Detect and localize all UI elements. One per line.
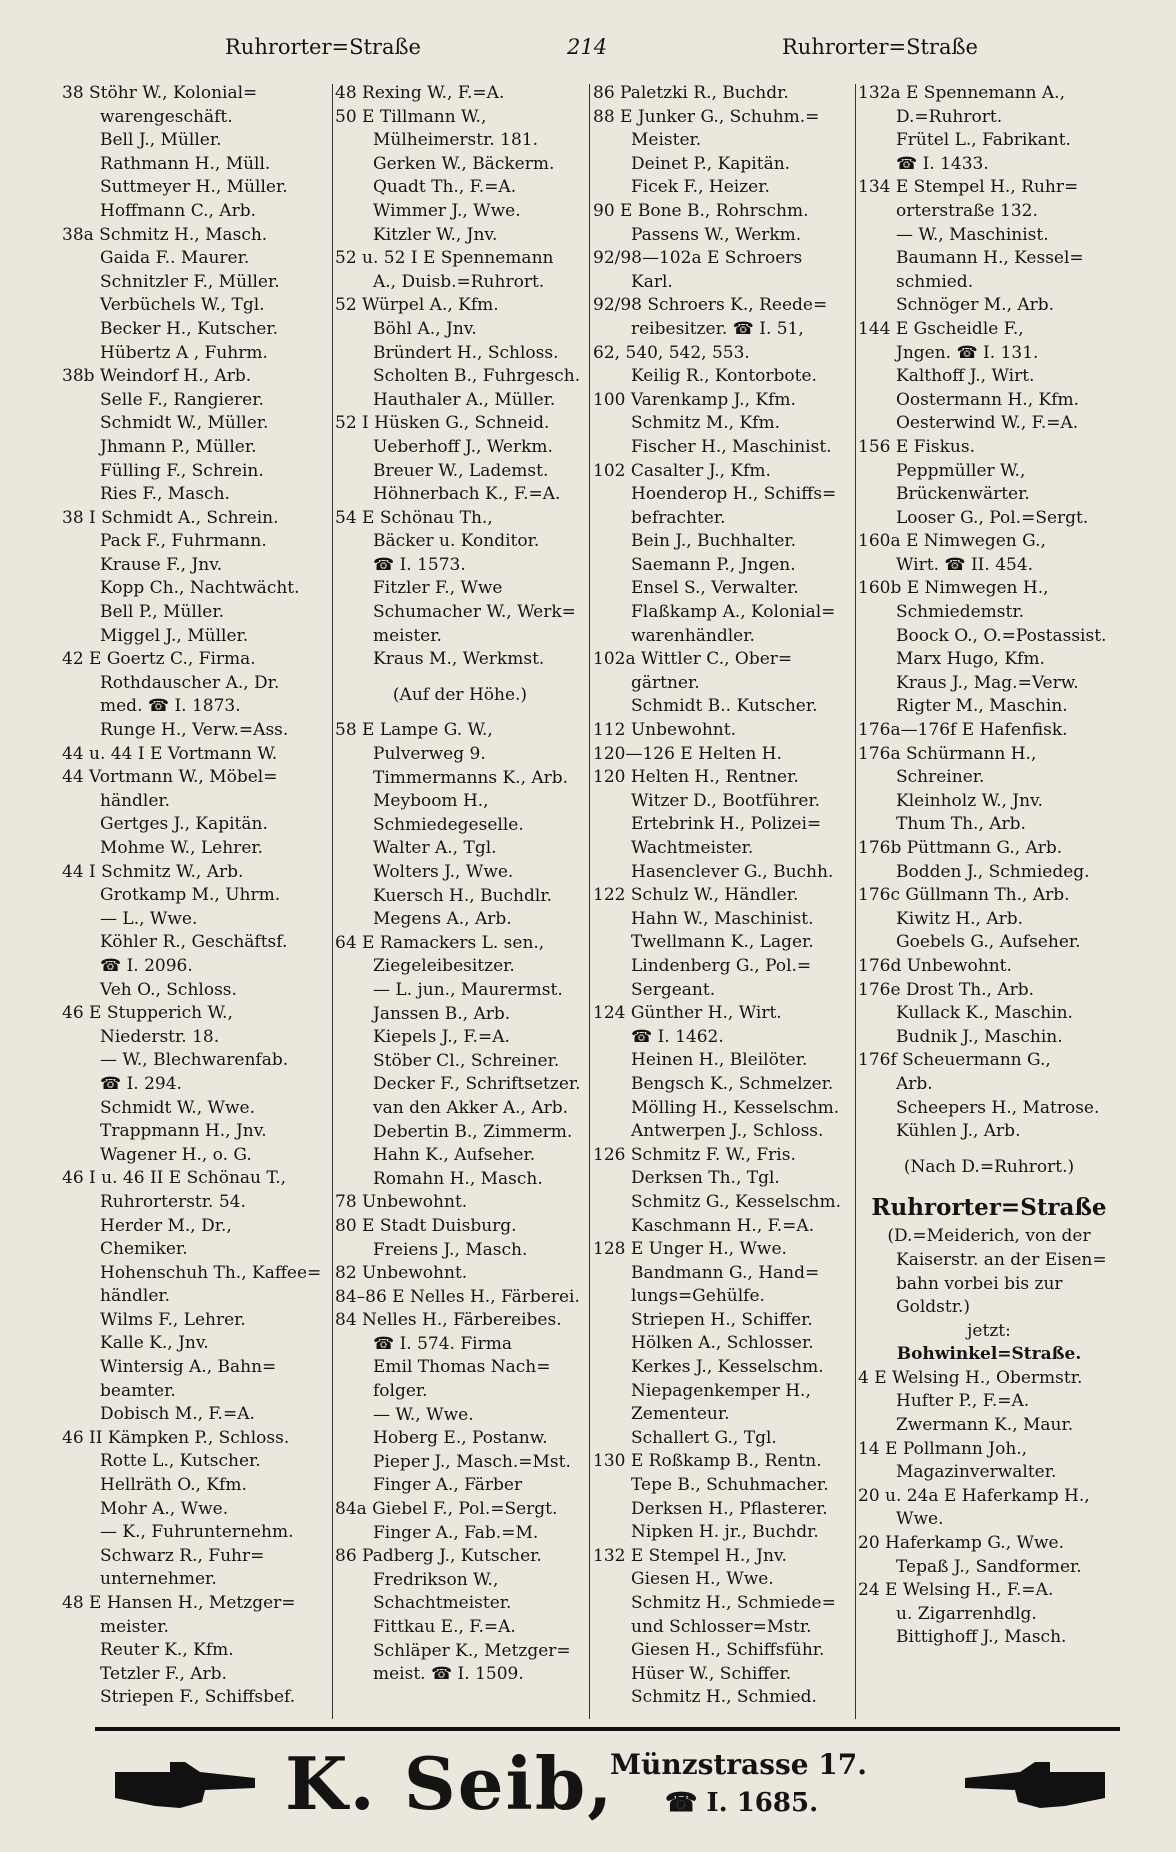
directory-line: Witzer D., Bootführer.: [631, 790, 821, 811]
directory-line: Bell J., Müller.: [100, 130, 222, 151]
directory-line: Flaßkamp A., Kolonial=: [631, 602, 836, 623]
directory-line: 132 E Stempel H., Jnv.: [593, 1545, 787, 1566]
directory-line: u. Zigarrenhdlg.: [896, 1603, 1037, 1624]
directory-line: ☎ I. 2096.: [100, 955, 193, 976]
directory-line: Karl.: [631, 271, 673, 292]
directory-line: 44 I Schmitz W., Arb.: [62, 861, 244, 882]
directory-line: unternehmer.: [100, 1569, 217, 1590]
directory-line: Bodden J., Schmiedeg.: [896, 861, 1090, 882]
directory-line: Janssen B., Arb.: [373, 1003, 511, 1024]
directory-line: Gertges J., Kapitän.: [100, 814, 268, 835]
directory-line: Miggel J., Müller.: [100, 625, 249, 646]
directory-line: [858, 1179, 1120, 1191]
directory-line: 44 Vortmann W., Möbel=: [62, 767, 278, 788]
column-divider: [855, 84, 856, 1719]
directory-line: (Auf der Höhe.): [392, 684, 528, 705]
directory-line: 38 I Schmidt A., Schrein.: [62, 507, 279, 528]
directory-line: Trappmann H., Jnv.: [100, 1121, 267, 1142]
directory-line: Sergeant.: [631, 979, 716, 1000]
directory-line: Deinet P., Kapitän.: [631, 153, 791, 174]
directory-line: händler.: [100, 1286, 171, 1307]
directory-line: 102a Wittler C., Ober=: [593, 649, 793, 670]
directory-line: Fitzler F., Wwe: [373, 578, 503, 599]
directory-line: Niepagenkemper H.,: [631, 1380, 811, 1401]
directory-line: Veh O., Schloss.: [100, 979, 237, 1000]
directory-line: Rotte L., Kutscher.: [100, 1451, 261, 1472]
directory-line: Schmitz M., Kfm.: [631, 413, 780, 434]
directory-line: Kaschmann H., F.=A.: [631, 1215, 815, 1236]
directory-line: 176e Drost Th., Arb.: [858, 979, 1035, 1000]
directory-line: Goebels G., Aufseher.: [896, 932, 1081, 953]
directory-line: Gaida F.. Maurer.: [100, 248, 250, 269]
directory-line: 130 E Roßkamp B., Rentn.: [593, 1451, 822, 1472]
directory-line: Striepen F., Schiffsbef.: [100, 1687, 296, 1708]
directory-column-1: [62, 82, 334, 1722]
directory-line: — L. jun., Maurermst.: [373, 979, 563, 1000]
directory-line: Kopp Ch., Nachtwächt.: [100, 578, 300, 599]
directory-line: Tepe B., Schuhmacher.: [631, 1475, 829, 1496]
directory-line: Hellräth O., Kfm.: [100, 1475, 247, 1496]
directory-line: 112 Unbewohnt.: [593, 720, 736, 741]
directory-line: Fredrikson W.,: [373, 1569, 499, 1590]
directory-line: Freiens J., Masch.: [373, 1239, 528, 1260]
directory-line: 52 I Hüsken G., Schneid.: [335, 413, 550, 434]
directory-line: Rathmann H., Müll.: [100, 153, 271, 174]
directory-line: 92/98 Schroers K., Reede=: [593, 295, 828, 316]
directory-line: Wimmer J., Wwe.: [373, 200, 521, 221]
directory-line: Decker F., Schriftsetzer.: [373, 1074, 581, 1095]
directory-line: Höhnerbach K., F.=A.: [373, 484, 561, 505]
directory-line: Hoenderop H., Schiffs=: [631, 484, 837, 505]
directory-line: Hüser W., Schiffer.: [631, 1663, 792, 1684]
directory-line: 50 E Tillmann W.,: [335, 106, 487, 127]
directory-line: 20 u. 24a E Haferkamp H.,: [858, 1485, 1090, 1506]
directory-line: beamter.: [100, 1380, 176, 1401]
directory-line: Pulverweg 9.: [373, 744, 486, 765]
directory-line: Meister.: [631, 130, 702, 151]
directory-line: Ertebrink H., Polizei=: [631, 814, 822, 835]
directory-line: ☎ I. 1433.: [896, 153, 989, 174]
directory-line: Kullack K., Maschin.: [896, 1003, 1073, 1024]
directory-line: Bell P., Müller.: [100, 602, 224, 623]
directory-line: meist. ☎ I. 1509.: [373, 1664, 524, 1685]
directory-line: Arb.: [896, 1073, 933, 1094]
directory-line: (Nach D.=Ruhrort.): [903, 1156, 1075, 1177]
ad-firm-name: K. Seib,: [285, 1741, 615, 1826]
directory-line: 156 E Fiskus.: [858, 436, 975, 457]
directory-line: folger.: [373, 1381, 428, 1402]
directory-line: Striepen H., Schiffer.: [631, 1309, 813, 1330]
directory-line: 46 E Stupperich W.,: [62, 1003, 233, 1024]
directory-line: Kraus J., Mag.=Verw.: [896, 672, 1079, 693]
directory-line: 82 Unbewohnt.: [335, 1263, 468, 1284]
directory-line: Wagener H., o. G.: [100, 1144, 252, 1165]
directory-line: ☎ I. 1573.: [373, 554, 466, 575]
directory-line: van den Akker A., Arb.: [373, 1097, 569, 1118]
directory-line: 14 E Pollmann Joh.,: [858, 1438, 1028, 1459]
directory-line: 84a Giebel F., Pol.=Sergt.: [335, 1499, 558, 1520]
directory-line: Hübertz A , Fuhrm.: [100, 342, 268, 363]
directory-line: Bein J., Buchhalter.: [631, 531, 797, 552]
directory-line: Marx Hugo, Kfm.: [896, 649, 1045, 670]
running-head-right: Ruhrorter=Straße: [782, 35, 978, 59]
directory-line: Heinen H., Bleilöter.: [631, 1050, 808, 1071]
directory-line: 88 E Junker G., Schuhm.=: [593, 106, 820, 127]
directory-line: Fülling F., Schrein.: [100, 460, 264, 481]
directory-line: — W., Wwe.: [373, 1404, 474, 1425]
directory-line: Peppmüller W.,: [896, 460, 1026, 481]
directory-line: [858, 1144, 1120, 1156]
directory-line: Emil Thomas Nach=: [373, 1357, 551, 1378]
directory-line: Wintersig A., Bahn=: [100, 1357, 277, 1378]
directory-line: warenhändler.: [631, 625, 755, 646]
directory-line: 120—126 E Helten H.: [593, 743, 782, 764]
directory-line: Schmiedegeselle.: [373, 814, 524, 835]
directory-line: Schmidt W., Müller.: [100, 413, 269, 434]
directory-line: Giesen H., Wwe.: [631, 1569, 774, 1590]
directory-line: Thum Th., Arb.: [896, 814, 1026, 835]
directory-line: Schumacher W., Werk=: [373, 602, 576, 623]
directory-line: Bohwinkel=Straße.: [896, 1344, 1082, 1365]
directory-line: Walter A., Tgl.: [373, 838, 497, 859]
directory-line: meister.: [373, 625, 442, 646]
directory-line: 84 Nelles H., Färbereibes.: [335, 1310, 562, 1331]
directory-column-3: [593, 82, 853, 1722]
directory-line: Hoberg E., Postanw.: [373, 1428, 548, 1449]
directory-line: Hahn W., Maschinist.: [631, 908, 814, 929]
directory-line: Ficek F., Heizer.: [631, 177, 770, 198]
directory-line: Dobisch M., F.=A.: [100, 1404, 255, 1425]
directory-line: Wachtmeister.: [631, 838, 754, 858]
directory-line: Lindenberg G., Pol.=: [631, 955, 812, 976]
directory-line: 176c Güllmann Th., Arb.: [858, 885, 1070, 906]
directory-line: Giesen H., Schiffsführ.: [631, 1640, 825, 1661]
directory-line: 52 Würpel A., Kfm.: [335, 295, 499, 316]
pointing-hand-icon: [110, 1750, 260, 1820]
directory-line: lungs=Gehülfe.: [631, 1286, 765, 1307]
directory-line: Jhmann P., Müller.: [100, 436, 257, 457]
directory-line: 122 Schulz W., Händler.: [593, 885, 799, 906]
directory-line: 92/98—102a E Schroers: [593, 248, 803, 269]
directory-line: Fittkau E., F.=A.: [373, 1617, 516, 1637]
directory-line: Schmidt W., Wwe.: [100, 1097, 255, 1118]
directory-line: Kaiserstr. an der Eisen=: [896, 1249, 1107, 1270]
directory-line: Niederstr. 18.: [100, 1026, 220, 1047]
directory-line: Tetzler F., Arb.: [100, 1663, 227, 1684]
directory-line: 54 E Schönau Th.,: [335, 507, 493, 528]
directory-line: Goldstr.): [896, 1297, 970, 1318]
directory-line: ☎ I. 1462.: [631, 1026, 724, 1047]
directory-line: Tepaß J., Sandformer.: [896, 1556, 1082, 1577]
directory-line: orterstraße 132.: [896, 200, 1038, 221]
directory-line: 86 Paletzki R., Buchdr.: [593, 83, 789, 103]
directory-line: Kiepels J., F.=A.: [373, 1027, 510, 1048]
directory-line: Schmitz G., Kesselschm.: [631, 1191, 842, 1212]
directory-line: Hahn K., Aufseher.: [373, 1145, 536, 1166]
directory-column-4: [858, 82, 1120, 1722]
directory-line: Ruhrorter=Straße: [871, 1194, 1107, 1222]
directory-line: Wolters J., Wwe.: [373, 862, 514, 882]
advertisement: [95, 1740, 1120, 1835]
directory-line: 176b Püttmann G., Arb.: [858, 838, 1063, 858]
directory-line: 48 E Hansen H., Metzger=: [62, 1593, 296, 1613]
directory-line: Pieper J., Masch.=Mst.: [373, 1451, 571, 1472]
directory-line: Debertin B., Zimmerm.: [373, 1121, 573, 1142]
directory-line: Nipken H. jr., Buchdr.: [631, 1522, 819, 1543]
directory-line: Antwerpen J., Schloss.: [631, 1121, 824, 1142]
directory-line: 100 Varenkamp J., Kfm.: [593, 389, 796, 410]
directory-line: Bittighoff J., Masch.: [896, 1627, 1067, 1648]
directory-line: 46 I u. 46 II E Schönau T.,: [62, 1168, 287, 1189]
directory-line: 126 Schmitz F. W., Fris.: [593, 1144, 796, 1165]
directory-line: schmied.: [896, 271, 974, 292]
directory-line: Schwarz R., Fuhr=: [100, 1545, 265, 1566]
ad-phone: ☎ I. 1685.: [665, 1788, 819, 1818]
directory-line: Schläper K., Metzger=: [373, 1640, 571, 1661]
directory-line: 132a E Spennemann A.,: [858, 83, 1065, 103]
directory-line: befrachter.: [631, 507, 726, 528]
directory-line: Schmiedemstr.: [896, 602, 1025, 623]
directory-line: Schmitz H., Schmiede=: [631, 1593, 836, 1613]
directory-line: (D.=Meiderich, von der: [887, 1226, 1091, 1247]
running-head-left: Ruhrorter=Straße: [225, 35, 421, 59]
directory-line: Schmitz H., Schmied.: [631, 1687, 817, 1708]
directory-line: Passens W., Werkm.: [631, 224, 802, 245]
directory-line: 44 u. 44 I E Vortmann W.: [62, 743, 278, 764]
directory-line: Zementeur.: [631, 1404, 730, 1425]
directory-line: Schallert G., Tgl.: [631, 1427, 777, 1448]
directory-line: jetzt:: [967, 1320, 1011, 1341]
directory-line: Kalthoff J., Wirt.: [896, 366, 1035, 387]
directory-line: 102 Casalter J., Kfm.: [593, 460, 771, 481]
directory-line: 90 E Bone B., Rohrschm.: [593, 200, 809, 221]
directory-line: Kiwitz H., Arb.: [896, 908, 1024, 929]
directory-line: Quadt Th., F.=A.: [373, 177, 517, 198]
directory-line: 38 Stöhr W., Kolonial=: [62, 83, 258, 103]
directory-line: 62, 540, 542, 553.: [593, 342, 750, 363]
directory-line: Ueberhoff J., Werkm.: [373, 436, 553, 457]
directory-line: Derksen Th., Tgl.: [631, 1168, 780, 1189]
directory-line: Hufter P., F.=A.: [896, 1391, 1030, 1412]
directory-line: Bründert H., Schloss.: [373, 342, 559, 363]
directory-line: Scheepers H., Matrose.: [896, 1097, 1100, 1118]
column-divider: [589, 84, 590, 1719]
directory-line: Chemiker.: [100, 1239, 188, 1260]
directory-line: 46 II Kämpken P., Schloss.: [62, 1427, 290, 1448]
directory-line: 160b E Nimwegen H.,: [858, 578, 1049, 599]
page-number: 214: [567, 35, 608, 59]
directory-line: Hauthaler A., Müller.: [373, 389, 556, 410]
directory-line: 120 Helten H., Rentner.: [593, 767, 799, 788]
directory-line: Becker H., Kutscher.: [100, 318, 279, 339]
directory-line: [335, 707, 585, 719]
directory-line: Rothdauscher A., Dr.: [100, 672, 280, 693]
directory-line: Hölken A., Schlosser.: [631, 1333, 814, 1354]
directory-line: 78 Unbewohnt.: [335, 1192, 468, 1213]
directory-line: 52 u. 52 I E Spennemann: [335, 248, 554, 269]
directory-line: Böhl A., Jnv.: [373, 318, 477, 339]
directory-line: 58 E Lampe G. W.,: [335, 720, 493, 741]
directory-line: reibesitzer. ☎ I. 51,: [631, 318, 804, 339]
directory-line: Kleinholz W., Jnv.: [896, 790, 1044, 811]
footer-rule: [95, 1727, 1120, 1731]
directory-line: Mölling H., Kesselschm.: [631, 1097, 840, 1118]
directory-line: Saemann P., Jngen.: [631, 554, 796, 575]
directory-line: Reuter K., Kfm.: [100, 1640, 234, 1661]
directory-line: Schnitzler F., Müller.: [100, 271, 280, 292]
directory-line: Krause F., Jnv.: [100, 554, 223, 575]
directory-line: Grotkamp M., Uhrm.: [100, 885, 281, 906]
directory-line: Mülheimerstr. 181.: [373, 130, 539, 151]
directory-line: 86 Padberg J., Kutscher.: [335, 1546, 542, 1567]
directory-line: Kuersch H., Buchdlr.: [373, 885, 552, 906]
directory-line: Jngen. ☎ I. 131.: [896, 342, 1039, 363]
directory-line: 4 E Welsing H., Obermstr.: [858, 1367, 1083, 1388]
directory-line: Meyboom H.,: [373, 791, 489, 812]
directory-line: 20 Haferkamp G., Wwe.: [858, 1533, 1064, 1554]
directory-line: — L., Wwe.: [100, 908, 198, 929]
directory-line: Finger A., Färber: [373, 1475, 523, 1496]
directory-line: Selle F., Rangierer.: [100, 389, 264, 410]
directory-line: 38a Schmitz H., Masch.: [62, 224, 268, 245]
directory-line: 64 E Ramackers L. sen.,: [335, 932, 545, 953]
directory-line: Kitzler W., Jnv.: [373, 224, 498, 245]
directory-line: Magazinverwalter.: [896, 1462, 1057, 1483]
directory-line: Wirt. ☎ II. 454.: [896, 554, 1034, 575]
directory-line: 128 E Unger H., Wwe.: [593, 1239, 787, 1260]
directory-line: 38b Weindorf H., Arb.: [62, 366, 252, 387]
directory-line: Derksen H., Pflasterer.: [631, 1498, 828, 1519]
directory-line: Bengsch K., Schmelzer.: [631, 1073, 834, 1094]
directory-line: Kerkes J., Kesselschm.: [631, 1357, 824, 1378]
directory-line: Baumann H., Kessel=: [896, 248, 1084, 269]
directory-line: 48 Rexing W., F.=A.: [335, 83, 505, 103]
directory-line: A., Duisb.=Ruhrort.: [373, 271, 545, 292]
directory-line: gärtner.: [631, 672, 700, 693]
directory-line: Finger A., Fab.=M.: [373, 1522, 539, 1543]
directory-line: Hasenclever G., Buchh.: [631, 861, 834, 882]
directory-line: Mohr A., Wwe.: [100, 1498, 229, 1519]
directory-line: Fischer H., Maschinist.: [631, 436, 832, 457]
directory-line: Timmermanns K., Arb.: [373, 767, 569, 788]
directory-line: Bandmann G., Hand=: [631, 1262, 820, 1283]
directory-line: 176a Schürmann H.,: [858, 743, 1037, 764]
directory-line: 176d Unbewohnt.: [858, 955, 1012, 976]
directory-line: 144 E Gscheidle F.,: [858, 318, 1024, 339]
directory-line: Budnik J., Maschin.: [896, 1026, 1063, 1047]
directory-line: Stöber Cl., Schreiner.: [373, 1050, 560, 1071]
directory-line: Zwermann K., Maur.: [896, 1415, 1074, 1436]
directory-line: Kühlen J., Arb.: [896, 1121, 1021, 1142]
directory-line: Runge H., Verw.=Ass.: [100, 720, 289, 741]
directory-line: 42 E Goertz C., Firma.: [62, 649, 256, 670]
directory-line: — W., Maschinist.: [896, 224, 1049, 245]
directory-line: 176a—176f E Hafenfisk.: [858, 720, 1068, 741]
directory-line: ☎ I. 294.: [100, 1073, 182, 1094]
directory-line: Schmidt B.. Kutscher.: [631, 696, 818, 717]
pointing-hand-icon: [960, 1750, 1110, 1820]
directory-line: 124 Günther H., Wirt.: [593, 1003, 782, 1024]
directory-line: Brückenwärter.: [896, 484, 1030, 505]
directory-line: Ziegeleibesitzer.: [373, 956, 515, 977]
directory-line: — K., Fuhrunternehm.: [100, 1522, 294, 1543]
directory-line: Suttmeyer H., Müller.: [100, 177, 288, 198]
directory-line: Verbüchels W., Tgl.: [100, 295, 265, 316]
directory-line: händler.: [100, 790, 171, 811]
directory-line: Ries F., Masch.: [100, 484, 230, 505]
directory-line: Schreiner.: [896, 767, 985, 788]
directory-line: [335, 672, 585, 684]
ad-address: Münzstrasse 17.: [610, 1748, 868, 1781]
directory-line: Köhler R., Geschäftsf.: [100, 932, 288, 953]
directory-line: Ruhrorterstr. 54.: [100, 1191, 246, 1212]
directory-line: bahn vorbei bis zur: [896, 1273, 1063, 1294]
directory-line: Twellmann K., Lager.: [631, 932, 814, 953]
directory-line: Keilig R., Kontorbote.: [631, 366, 817, 387]
directory-line: Megens A., Arb.: [373, 909, 512, 930]
directory-column-2: [335, 82, 585, 1722]
directory-line: und Schlosser=Mstr.: [631, 1616, 812, 1637]
directory-line: Looser G., Pol.=Sergt.: [896, 507, 1089, 528]
directory-line: Schnöger M., Arb.: [896, 295, 1055, 316]
directory-line: med. ☎ I. 1873.: [100, 696, 241, 717]
directory-line: 80 E Stadt Duisburg.: [335, 1215, 517, 1236]
directory-line: 84–86 E Nelles H., Färberei.: [335, 1286, 580, 1307]
directory-line: 24 E Welsing H., F.=A.: [858, 1580, 1054, 1601]
directory-line: — W., Blechwarenfab.: [100, 1050, 289, 1071]
directory-line: Hoffmann C., Arb.: [100, 200, 256, 221]
directory-line: 134 E Stempel H., Ruhr=: [858, 177, 1079, 198]
directory-line: Romahn H., Masch.: [373, 1168, 543, 1189]
directory-line: Pack F., Fuhrmann.: [100, 531, 267, 552]
directory-line: warengeschäft.: [100, 106, 233, 127]
directory-line: Bäcker u. Konditor.: [373, 531, 540, 552]
directory-line: Boock O., O.=Postassist.: [896, 625, 1107, 646]
directory-line: Kraus M., Werkmst.: [373, 649, 545, 670]
directory-line: Wwe.: [896, 1509, 944, 1530]
directory-line: Frütel L., Fabrikant.: [896, 130, 1071, 151]
directory-line: Wilms F., Lehrer.: [100, 1309, 246, 1330]
directory-line: Breuer W., Lademst.: [373, 460, 549, 481]
directory-line: Gerken W., Bäckerm.: [373, 153, 555, 174]
directory-line: Rigter M., Maschin.: [896, 696, 1068, 717]
directory-line: Mohme W., Lehrer.: [100, 838, 264, 858]
directory-line: meister.: [100, 1616, 169, 1637]
directory-line: Hohenschuh Th., Kaffee=: [100, 1262, 322, 1283]
directory-line: Scholten B., Fuhrgesch.: [373, 366, 581, 387]
directory-line: D.=Ruhrort.: [896, 106, 1003, 127]
directory-line: Kalle K., Jnv.: [100, 1333, 209, 1354]
directory-line: Herder M., Dr.,: [100, 1215, 232, 1236]
directory-line: Oesterwind W., F.=A.: [896, 413, 1079, 434]
directory-line: Ensel S., Verwalter.: [631, 578, 799, 599]
directory-line: Schachtmeister.: [373, 1593, 512, 1614]
directory-line: 160a E Nimwegen G.,: [858, 531, 1046, 552]
directory-line: 176f Scheuermann G.,: [858, 1050, 1051, 1071]
directory-line: ☎ I. 574. Firma: [373, 1333, 512, 1354]
directory-line: Oostermann H., Kfm.: [896, 389, 1080, 410]
